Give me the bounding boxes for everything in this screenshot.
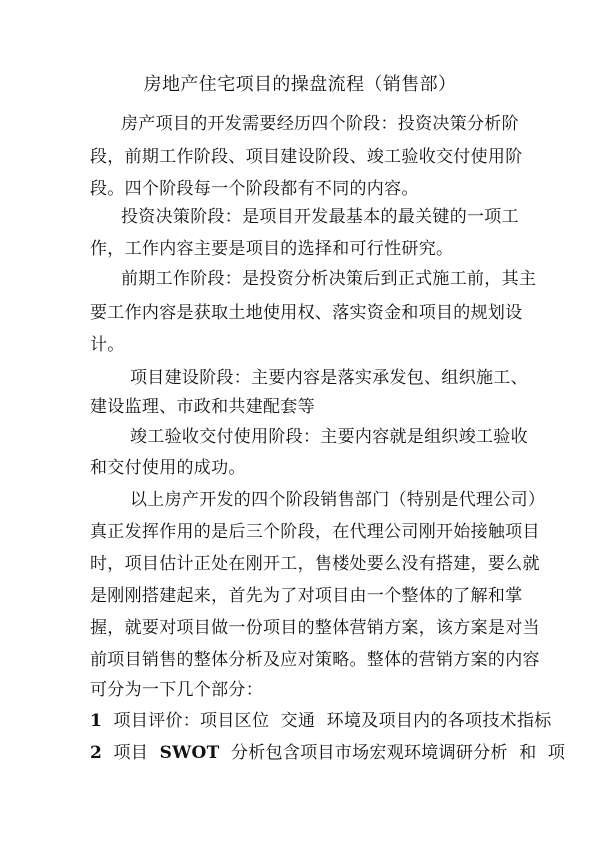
paragraph-line: 投资决策阶段：是项目开发最基本的最关键的一项工 xyxy=(121,207,519,227)
paragraph-line: 作，工作内容主要是项目的选择和可行性研究。 xyxy=(90,239,454,259)
paragraph-line: 段。四个阶段每一个阶段都有不同的内容。 xyxy=(90,179,419,199)
paragraph-line: 可分为一下几个部分： xyxy=(90,680,263,700)
list-item: 1 项目评价：项目区位 交通 环境及项目内的各项技术指标 xyxy=(90,711,552,731)
list-number: 1 xyxy=(90,711,103,731)
paragraph-line: 握，就要对项目做一份项目的整体营销方案，该方案是对当 xyxy=(90,618,540,638)
paragraph-line: 建设监理、市政和共建配套等 xyxy=(90,397,315,417)
swot-term: SWOT xyxy=(159,743,220,763)
paragraph-line: 时，项目估计正处在刚开工，售楼处要么没有搭建，要么就 xyxy=(90,554,540,574)
paragraph-line: 和交付使用的成功。 xyxy=(90,458,246,478)
paragraph-line: 要工作内容是获取土地使用权、落实资金和项目的规划设 xyxy=(90,303,523,323)
paragraph-line: 段，前期工作阶段、项目建设阶段、竣工验收交付使用阶 xyxy=(90,147,523,167)
paragraph-line: 是刚刚搭建起来，首先为了对项目由一个整体的了解和掌 xyxy=(90,586,523,606)
document-title: 房地产住宅项目的操盘流程（销售部） xyxy=(143,74,457,95)
list-item: 2 项目 SWOT 分析包含项目市场宏观环境调研分析 和 项 xyxy=(90,743,566,763)
paragraph-line: 房产项目的开发需要经历四个阶段：投资决策分析阶 xyxy=(121,114,519,134)
paragraph-line: 项目建设阶段：主要内容是落实承发包、组织施工、 xyxy=(130,368,528,388)
paragraph-line: 前项目销售的整体分析及应对策略。整体的营销方案的内容 xyxy=(90,650,540,670)
list-number: 2 xyxy=(90,743,103,763)
paragraph-line: 以上房产开发的四个阶段销售部门（特别是代理公司） xyxy=(130,490,546,510)
paragraph-line: 计。 xyxy=(90,335,125,355)
paragraph-line: 真正发挥作用的是后三个阶段，在代理公司刚开始接触项目 xyxy=(90,522,540,542)
paragraph-line: 前期工作阶段：是投资分析决策后到正式施工前，其主 xyxy=(121,269,537,289)
paragraph-line: 竣工验收交付使用阶段：主要内容就是组织竣工验收 xyxy=(130,427,528,447)
